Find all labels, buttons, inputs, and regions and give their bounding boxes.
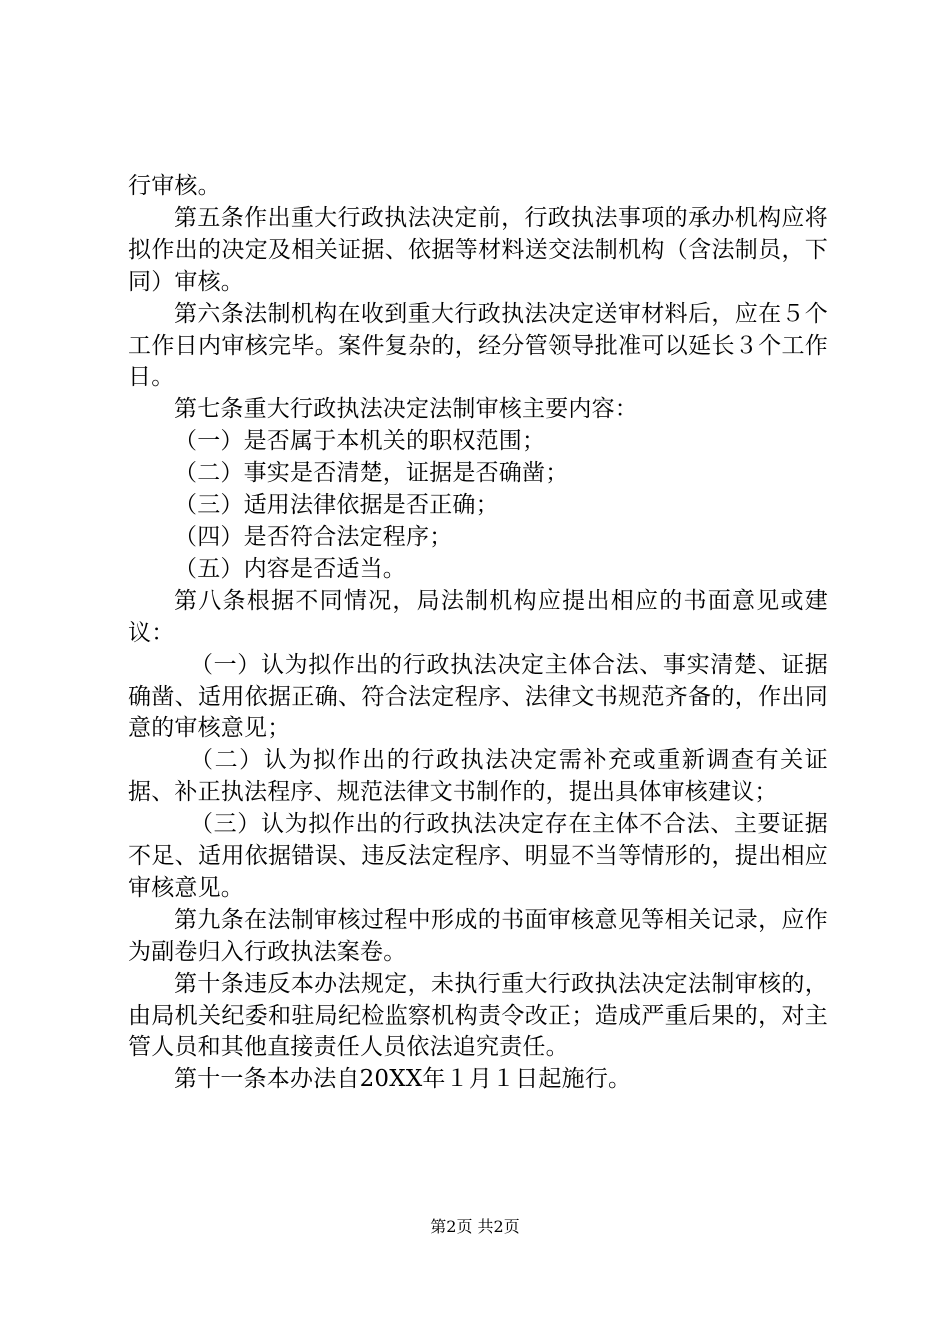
- list-item-8-3: （三）认为拟作出的行政执法决定存在主体不合法、主要证据不足、适用依据错误、违反法定程序、明显不当等情形的，提出相应审核意见。: [128, 811, 828, 901]
- list-item-7-4: （四）是否符合法定程序；: [174, 523, 453, 550]
- document-body: [128, 171, 828, 1096]
- paragraph-article-11: 第十一条本办法自20XX年１月１日起施行。: [174, 1066, 632, 1093]
- list-item-8-2: （二）认为拟作出的行政执法决定需补充或重新调查有关证据、补正执法程序、规范法律文书制作的，提出具体审核建议；: [128, 747, 828, 806]
- list-item-7-3: （三）适用法律依据是否正确；: [174, 492, 499, 519]
- list-item-7-1: （一）是否属于本机关的职权范围；: [174, 428, 546, 455]
- paragraph-article-9: 第九条在法制审核过程中形成的书面审核意见等相关记录，应作为副卷归入行政执法案卷。: [128, 906, 828, 965]
- paragraph-article-6: 第六条法制机构在收到重大行政执法决定送审材料后，应在５个工作日内审核完毕。案件复杂的，经分管领导批准可以延长３个工作日。: [128, 300, 828, 391]
- paragraph-article-7: 第七条重大行政执法决定法制审核主要内容：: [174, 396, 638, 423]
- list-item-8-1: （一）认为拟作出的行政执法决定主体合法、事实清楚、证据确凿、适用依据正确、符合法定程序、法律文书规范齐备的，作出同意的审核意见；: [128, 651, 828, 742]
- paragraph-article-10: 第十条违反本办法规定，未执行重大行政执法决定法制审核的，由局机关纪委和驻局纪检监察机构责令改正；造成严重后果的，对主管人员和其他直接责任人员依法追究责任。: [128, 970, 828, 1061]
- list-item-7-5: （五）内容是否适当。: [174, 555, 406, 582]
- page-footer: [0, 1216, 950, 1238]
- paragraph-continuation: 行审核。: [128, 173, 221, 199]
- list-item-7-2: （二）事实是否清楚，证据是否确凿；: [174, 460, 569, 487]
- paragraph-article-8: 第八条根据不同情况，局法制机构应提出相应的书面意见或建议：: [128, 587, 828, 646]
- paragraph-article-5: 第五条作出重大行政执法决定前，行政执法事项的承办机构应将拟作出的决定及相关证据、依据等材料送交法制机构（含法制员，下同）审核。: [128, 204, 828, 295]
- page-number-label: 第2页 共2页: [430, 1217, 520, 1236]
